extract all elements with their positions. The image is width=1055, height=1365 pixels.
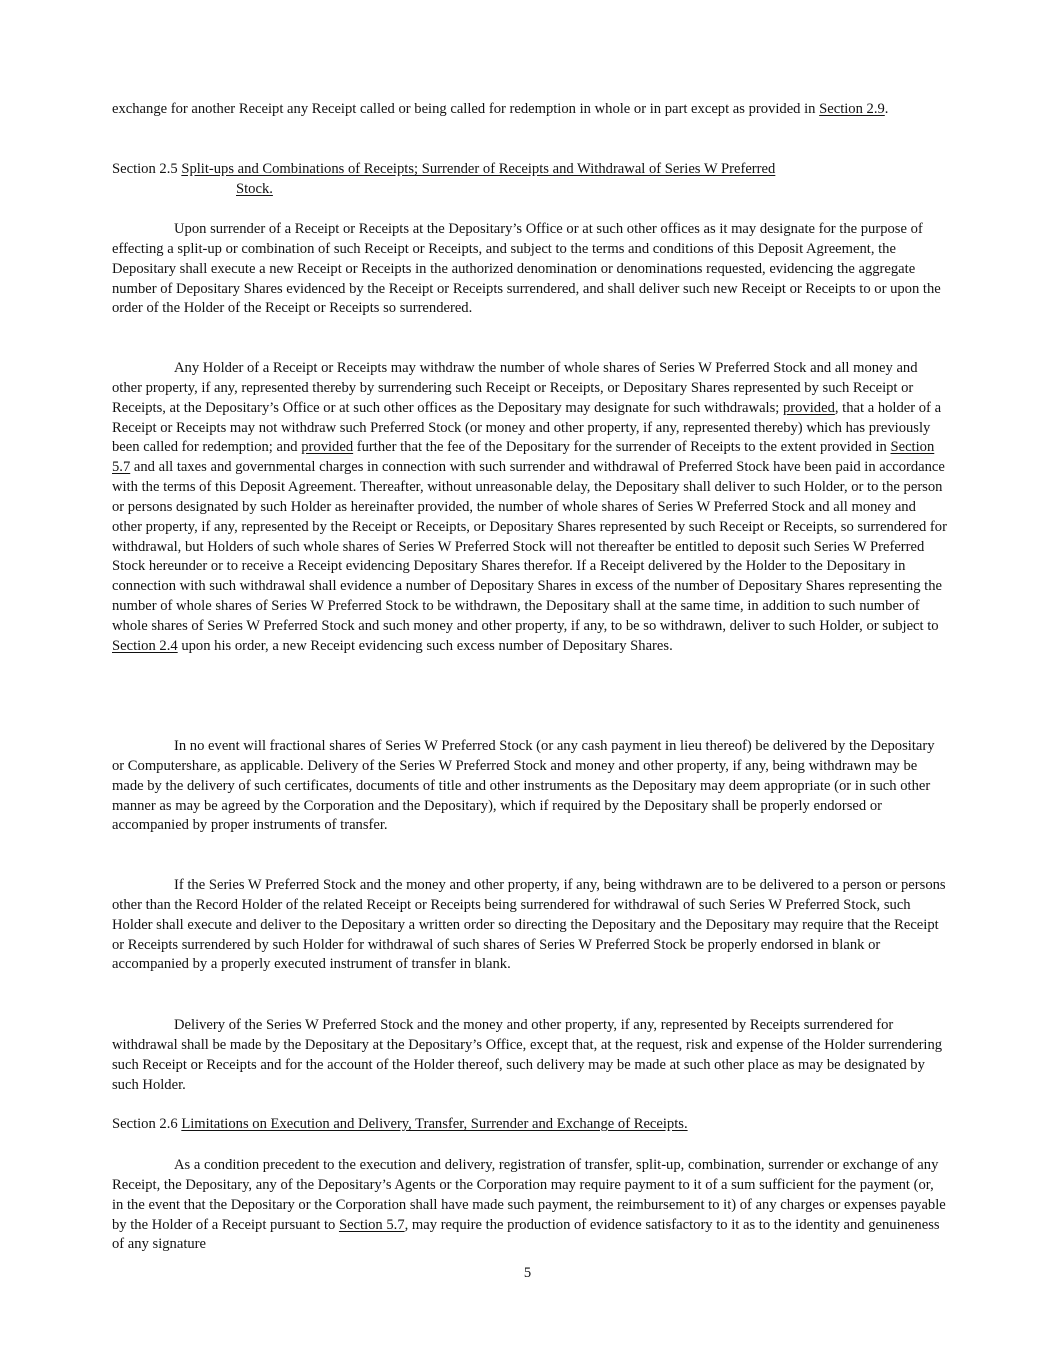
section-2-5-heading-cont <box>236 180 273 200</box>
section-reference: Section 2.4 <box>112 637 178 654</box>
carryover-text: exchange for another Receipt any Receipt called or being called for redemption in whole or in part except as provided in <box>112 101 820 117</box>
section-reference: Section 2.9 <box>819 101 885 117</box>
paragraph-delivery-location: Delivery of the Series W Preferred Stock and the money and other property, if any, represented by Receipts surrendered for withdrawal shall be made by the Depositary at the Depositary’s Office, except that, at the request, risk and expense of the Holder surrendering such Receipt or Receipts and for the account of the Holder thereof, such delivery may be made at such other place as may be designated by such Holder. <box>112 1017 943 1093</box>
section-2-5-heading <box>112 160 775 180</box>
section-title-continued: Stock. <box>236 181 273 197</box>
text-run: and all taxes and governmental charges in connection with such surrender and withdrawal of Preferred Stock have been paid in accordance with the terms of this Deposit Agreement. Thereafter, without unreasonable delay, the Depositary shall deliver to such Holder, or to the person or persons designated by such Holder as hereinafter provided, the number of whole shares of Series W Preferred Stock and all money and other property, if any, represented by the Receipt or Receipts, or Depositary Shares represented by such Receipt or Receipts, so surrendered for withdrawal, but Holders of such whole shares of Series W Preferred Stock will not thereafter be entitled to deposit such Series W Preferred Stock hereunder or to receive a Receipt evidencing Depositary Shares therefor. If a Receipt delivered by the Holder to the Depositary in connection with such withdrawal shall evidence a number of Depositary Shares in excess of the number of Depositary Shares representing the number of whole shares of Series W Preferred Stock to be withdrawn, the Depositary shall at the same time, in addition to such number of whole shares of Series W Preferred Stock and such money and other property, if any, to be so withdrawn, deliver to such Holder, or subject to <box>112 459 947 634</box>
section-title: Split-ups and Combinations of Receipts; Surrender of Receipts and Withdrawal of Series W Preferred <box>181 161 776 177</box>
paragraph-conditions-precedent <box>112 1156 948 1255</box>
section-2-6-heading <box>112 1115 688 1135</box>
paragraph-fractional-shares: In no event will fractional shares of Series W Preferred Stock (or any cash payment in lieu thereof) be delivered by the Depositary or Computershare, as applicable. Delivery of the Series W Preferred Stock and money and other property, if any, being withdrawn may be made by the delivery of such certificates, documents of title and other instruments as the Depositary may deem appropriate (or in such other manner as may be agreed by the Corporation and the Depositary), which if required by the Depositary shall be properly endorsed or accompanied by proper instruments of transfer. <box>112 738 935 834</box>
paragraph-split-ups: Upon surrender of a Receipt or Receipts at the Depositary’s Office or at such other offices as it may designate for the purpose of effecting a split-up or combination of such Receipt or Receipts, and subject to the terms and conditions of this Deposit Agreement, the Depositary shall execute a new Receipt or Receipts in the authorized denomination or denominations requested, evidencing the aggregate number of Depositary Shares evidenced by the Receipt or Receipts surrendered, and shall deliver such new Receipt or Receipts to or upon the order of the Holder of the Receipt or Receipts so surrendered. <box>112 221 941 317</box>
text-run: further that the fee of the Depositary for the surrender of Receipts to the extent provided in <box>353 439 891 456</box>
text-run: Any Holder of a Receipt or Receipts may withdraw the number of whole shares of Series W Preferred Stock and all money and other property, if any, represented thereby by surrendering such Receipt or Receipts, or Depositary Shares represented by such Receipt or Receipts, at the Depositary’s Office or at such other offices as the Depositary may designate for such withdrawals; <box>112 360 918 416</box>
section-reference: Section 5.7 <box>112 439 935 476</box>
emphasis-provided: provided <box>301 439 354 456</box>
paragraph-delivery-other-person: If the Series W Preferred Stock and the money and other property, if any, being withdrawn are to be delivered to a person or persons other than the Record Holder of the related Receipt or Receipts being surrendered for withdrawal of such Series W Preferred Stock, such Holder shall execute and deliver to the Depositary a written order so directing the Depositary and the Depositary may require that the Receipt or Receipts surrendered by such Holder for withdrawal of such shares of Series W Preferred Stock be properly endorsed in blank or accompanied by a properly executed instrument of transfer in blank. <box>112 877 946 973</box>
text-run: As a condition precedent to the execution and delivery, registration of transfer, split-up, combination, surrender or exchange of any Receipt, the Depositary, any of the Depositary’s Agents or the Corporation may require payment to it of a sum sufficient for the payment (or, in the event that the Depositary or the Corporation shall have made such payment, the reimbursement to it) of any charges or expenses payable by the Holder of a Receipt pursuant to <box>112 1157 946 1233</box>
section-title: Limitations on Execution and Delivery, Transfer, Surrender and Exchange of Receipts. <box>181 1116 688 1132</box>
text-run: , that a holder of a Receipt or Receipts may not withdraw such Preferred Stock (or money and other property, if any, represented thereby) which has previously been called for redemption; and <box>112 399 942 456</box>
text-run: , may require the production of evidence satisfactory to it as to the identity and genuineness of any signature <box>112 1216 940 1253</box>
section-number: Section 2.5 <box>112 161 182 177</box>
emphasis-provided: provided <box>782 399 835 416</box>
section-reference: Section 5.7 <box>338 1216 405 1233</box>
carryover-end: . <box>884 101 889 117</box>
paragraph-withdrawal <box>112 359 948 657</box>
text-run: upon his order, a new Receipt evidencing such excess number of Depositary Shares. <box>177 637 673 654</box>
page-number: 5 <box>523 1265 532 1281</box>
section-number: Section 2.6 <box>112 1116 182 1132</box>
carryover-paragraph <box>112 100 948 120</box>
